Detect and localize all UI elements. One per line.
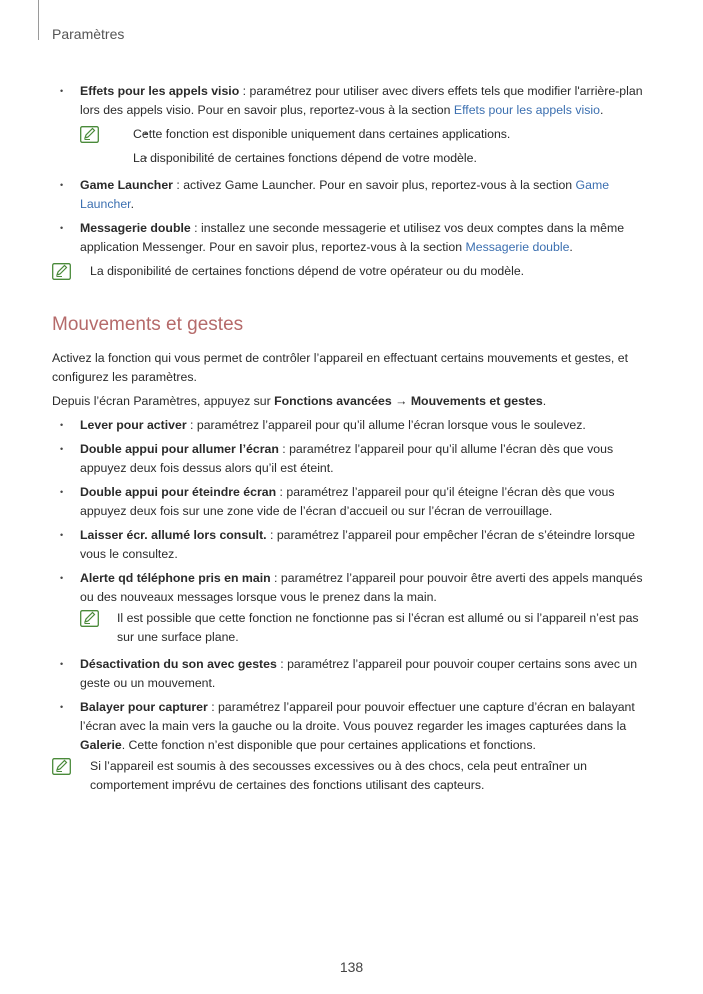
description: : installez une seconde messagerie et utilisez vos deux comptes dans la même application Messenger. Pour en savoir plus, reportez-vous à la section [80,221,625,254]
term: Game Launcher [80,178,173,192]
note-text: Si l’appareil est soumis à des secousses excessives ou à des chocs, cela peut entraîner un comportement imprévu de certaines des fonctions utilisant des capteurs. [90,759,587,792]
note-text: Il est possible que cette fonction ne fonctionne pas si l’écran est allumé ou si l’appareil n’est pas sur une surface plane. [117,611,639,644]
list-item: • Balayer pour capturer : paramétrez l’appareil pour pouvoir effectuer une capture d’écran en balayant l’écran avec la main vers la gauche ou la droite. Vous pouvez regarder les images capturées dans la Galerie. Cette fonction n’est disponible que pour certaines applications et fonctions. [52,698,647,755]
note-text: La disponibilité de certaines fonctions dépend de votre opérateur ou du modèle. [90,264,525,278]
section-title: Mouvements et gestes [52,314,244,335]
list-item: • Laisser écr. allumé lors consult. : paramétrez l’appareil pour empêcher l’écran de s’éteindre lorsque vous le consultez. [52,526,647,564]
description: : activez Game Launcher. Pour en savoir plus, reportez-vous à la section [172,178,576,192]
term: Alerte qd téléphone pris en main [80,571,271,585]
term: Laisser écr. allumé lors consult. [80,528,267,542]
term: Double appui pour éteindre écran [80,485,277,499]
term: Double appui pour allumer l’écran [80,442,279,456]
page-number: 138 [339,959,364,975]
note [52,262,647,281]
list-item: • Messagerie double : installez une seconde messagerie et utilisez vos deux comptes dans la même application Messenger. Pour en savoir plus, reportez-vous à la section Messagerie double. [52,219,647,257]
note-pencil-icon [52,263,71,280]
list-item: • Alerte qd téléphone pris en main : paramétrez l’appareil pour pouvoir être averti des appels manqués ou des nouveaux messages lorsque vous le prenez dans la main. [52,569,647,607]
note-pencil-icon [52,758,71,775]
list-item: • Désactivation du son avec gestes : paramétrez l’appareil pour pouvoir couper certains sons avec un geste ou un mouvement. [52,655,647,693]
margin-rule [38,0,39,40]
term: Lever pour activer [80,418,187,432]
term: Balayer pour capturer [80,700,208,714]
page-content [52,82,647,803]
list-item: • Double appui pour allumer l’écran : paramétrez l’appareil pour qu’il allume l’écran dès que vous appuyez deux fois dessus alors qu’il est éteint. [52,440,647,478]
section-intro: Activez la fonction qui vous permet de contrôler l’appareil en effectuant certains mouvements et gestes, et configurez les paramètres. [52,351,628,384]
running-header: Paramètres [52,26,125,42]
list-item: • Double appui pour éteindre écran : paramétrez l’appareil pour qu’il éteigne l’écran dès que vous appuyez deux fois sur une zone vide de l’écran d’accueil ou sur l’écran de verrouillage. [52,483,647,521]
section-link[interactable]: Messagerie double [465,240,570,254]
section-link[interactable]: Effets pour les appels visio [453,103,600,117]
section-link[interactable]: Game Launcher [80,178,610,211]
note-pencil-icon [80,610,99,627]
note [80,125,647,168]
term: Effets pour les appels visio [80,84,240,98]
note [80,609,647,647]
list-item: • La disponibilité de certaines fonctions dépend de votre modèle. [80,149,647,168]
list-item: • Effets pour les appels visio : paramétrez pour utiliser avec divers effets tels que modifier l'arrière-plan lors des appels visio. Pour en savoir plus, reportez-vous à la section Effets pour les appels visio. [52,82,647,120]
term: Messagerie double [80,221,191,235]
navigation-path: Depuis l’écran Paramètres, appuyez sur Fonctions avancées → Mouvements et gestes. [52,394,547,408]
term: Désactivation du son avec gestes [80,657,277,671]
list-item: • Game Launcher : activez Game Launcher. Pour en savoir plus, reportez-vous à la section Game Launcher. [52,176,647,214]
note [52,757,647,795]
list-item: • Lever pour activer : paramétrez l’appareil pour qu’il allume l’écran lorsque vous le soulevez. [52,416,647,435]
description: : paramétrez pour utiliser avec divers effets tels que modifier l'arrière-plan lors des appels visio. Pour en savoir plus, reportez-vous à la section [80,84,643,117]
list-item: • Cette fonction est disponible uniquement dans certaines applications. [80,125,647,144]
